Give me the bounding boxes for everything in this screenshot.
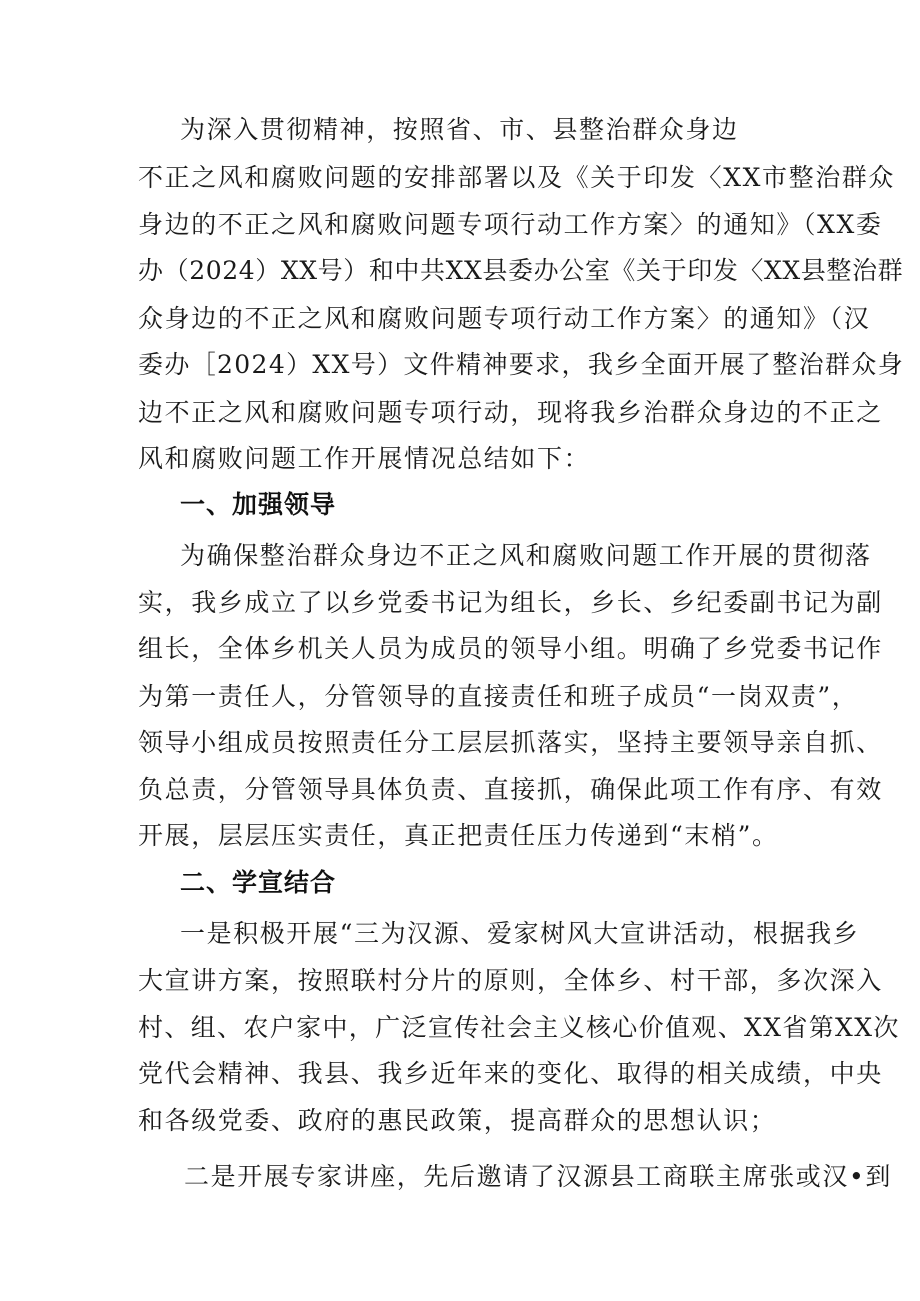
intro-line-5: 众身边的不正之风和腐败问题专项行动工作方案〉的通知》（汉 (138, 304, 871, 333)
section2-para1-line-3: 村、组、农户家中，广泛宣传社会主义核心价值观、XX省第XX次 (138, 1013, 900, 1042)
section2-para1-line-2: 大宣讲方案，按照联村分片的原则，全体乡、村干部，多次深入 (138, 966, 883, 995)
section1-line-5: 领导小组成员按照责任分工层层抓落实，坚持主要领导亲自抓、 (138, 728, 883, 757)
section1-line-7: 开展，层层压实责任，真正把责任压力传递到“末梢”。 (138, 821, 779, 850)
intro-line-6: 委办［2024）XX号）文件精神要求，我乡全面开展了整治群众身 (138, 350, 905, 379)
intro-line-3: 身边的不正之风和腐败问题专项行动工作方案〉的通知》（XX委 (138, 210, 883, 239)
intro-line-8: 风和腐败问题工作开展情况总结如下： (138, 444, 591, 473)
section2-para1-line-4: 党代会精神、我县、我乡近年来的变化、取得的相关成绩，中央 (138, 1059, 883, 1088)
intro-line-4: 办（2024）XX号）和中共XX县委办公室《关于印发〈XX县整治群 (138, 256, 904, 285)
intro-line-1: 为深入贯彻精神，按照省、市、县整治群众身边 (180, 115, 739, 144)
section1-line-3: 组长，全体乡机关人员为成员的领导小组。明确了乡党委书记作 (138, 634, 883, 663)
section1-line-2: 实，我乡成立了以乡党委书记为组长，乡长、乡纪委副书记为副 (138, 588, 883, 617)
section2-para1-line-1: 一是积极开展“三为汉源、爱家树风大宣讲活动，根据我乡 (180, 919, 860, 948)
section1-line-6: 负总责，分管领导具体负责、直接抓，确保此项工作有序、有效 (138, 775, 883, 804)
section2-para2-line-1: 二是开展专家讲座，先后邀请了汉源县工商联主席张或汉•到 (184, 1162, 892, 1191)
section2-para1-line-5: 和各级党委、政府的惠民政策，提高群众的思想认识； (138, 1106, 777, 1135)
intro-line-2: 不正之风和腐败问题的安排部署以及《关于印发〈XX市整治群众 (138, 163, 895, 192)
section1-line-1: 为确保整治群众身边不正之风和腐败问题工作开展的贯彻落 (180, 541, 872, 570)
section-heading-2: 二、学宣结合 (180, 868, 337, 897)
section1-line-4: 为第一责任人，分管领导的直接责任和班子成员“一岗双责”， (138, 682, 859, 711)
intro-line-7: 边不正之风和腐败问题专项行动，现将我乡治群众身边的不正之 (138, 398, 883, 427)
section-heading-1: 一、加强领导 (180, 490, 337, 519)
